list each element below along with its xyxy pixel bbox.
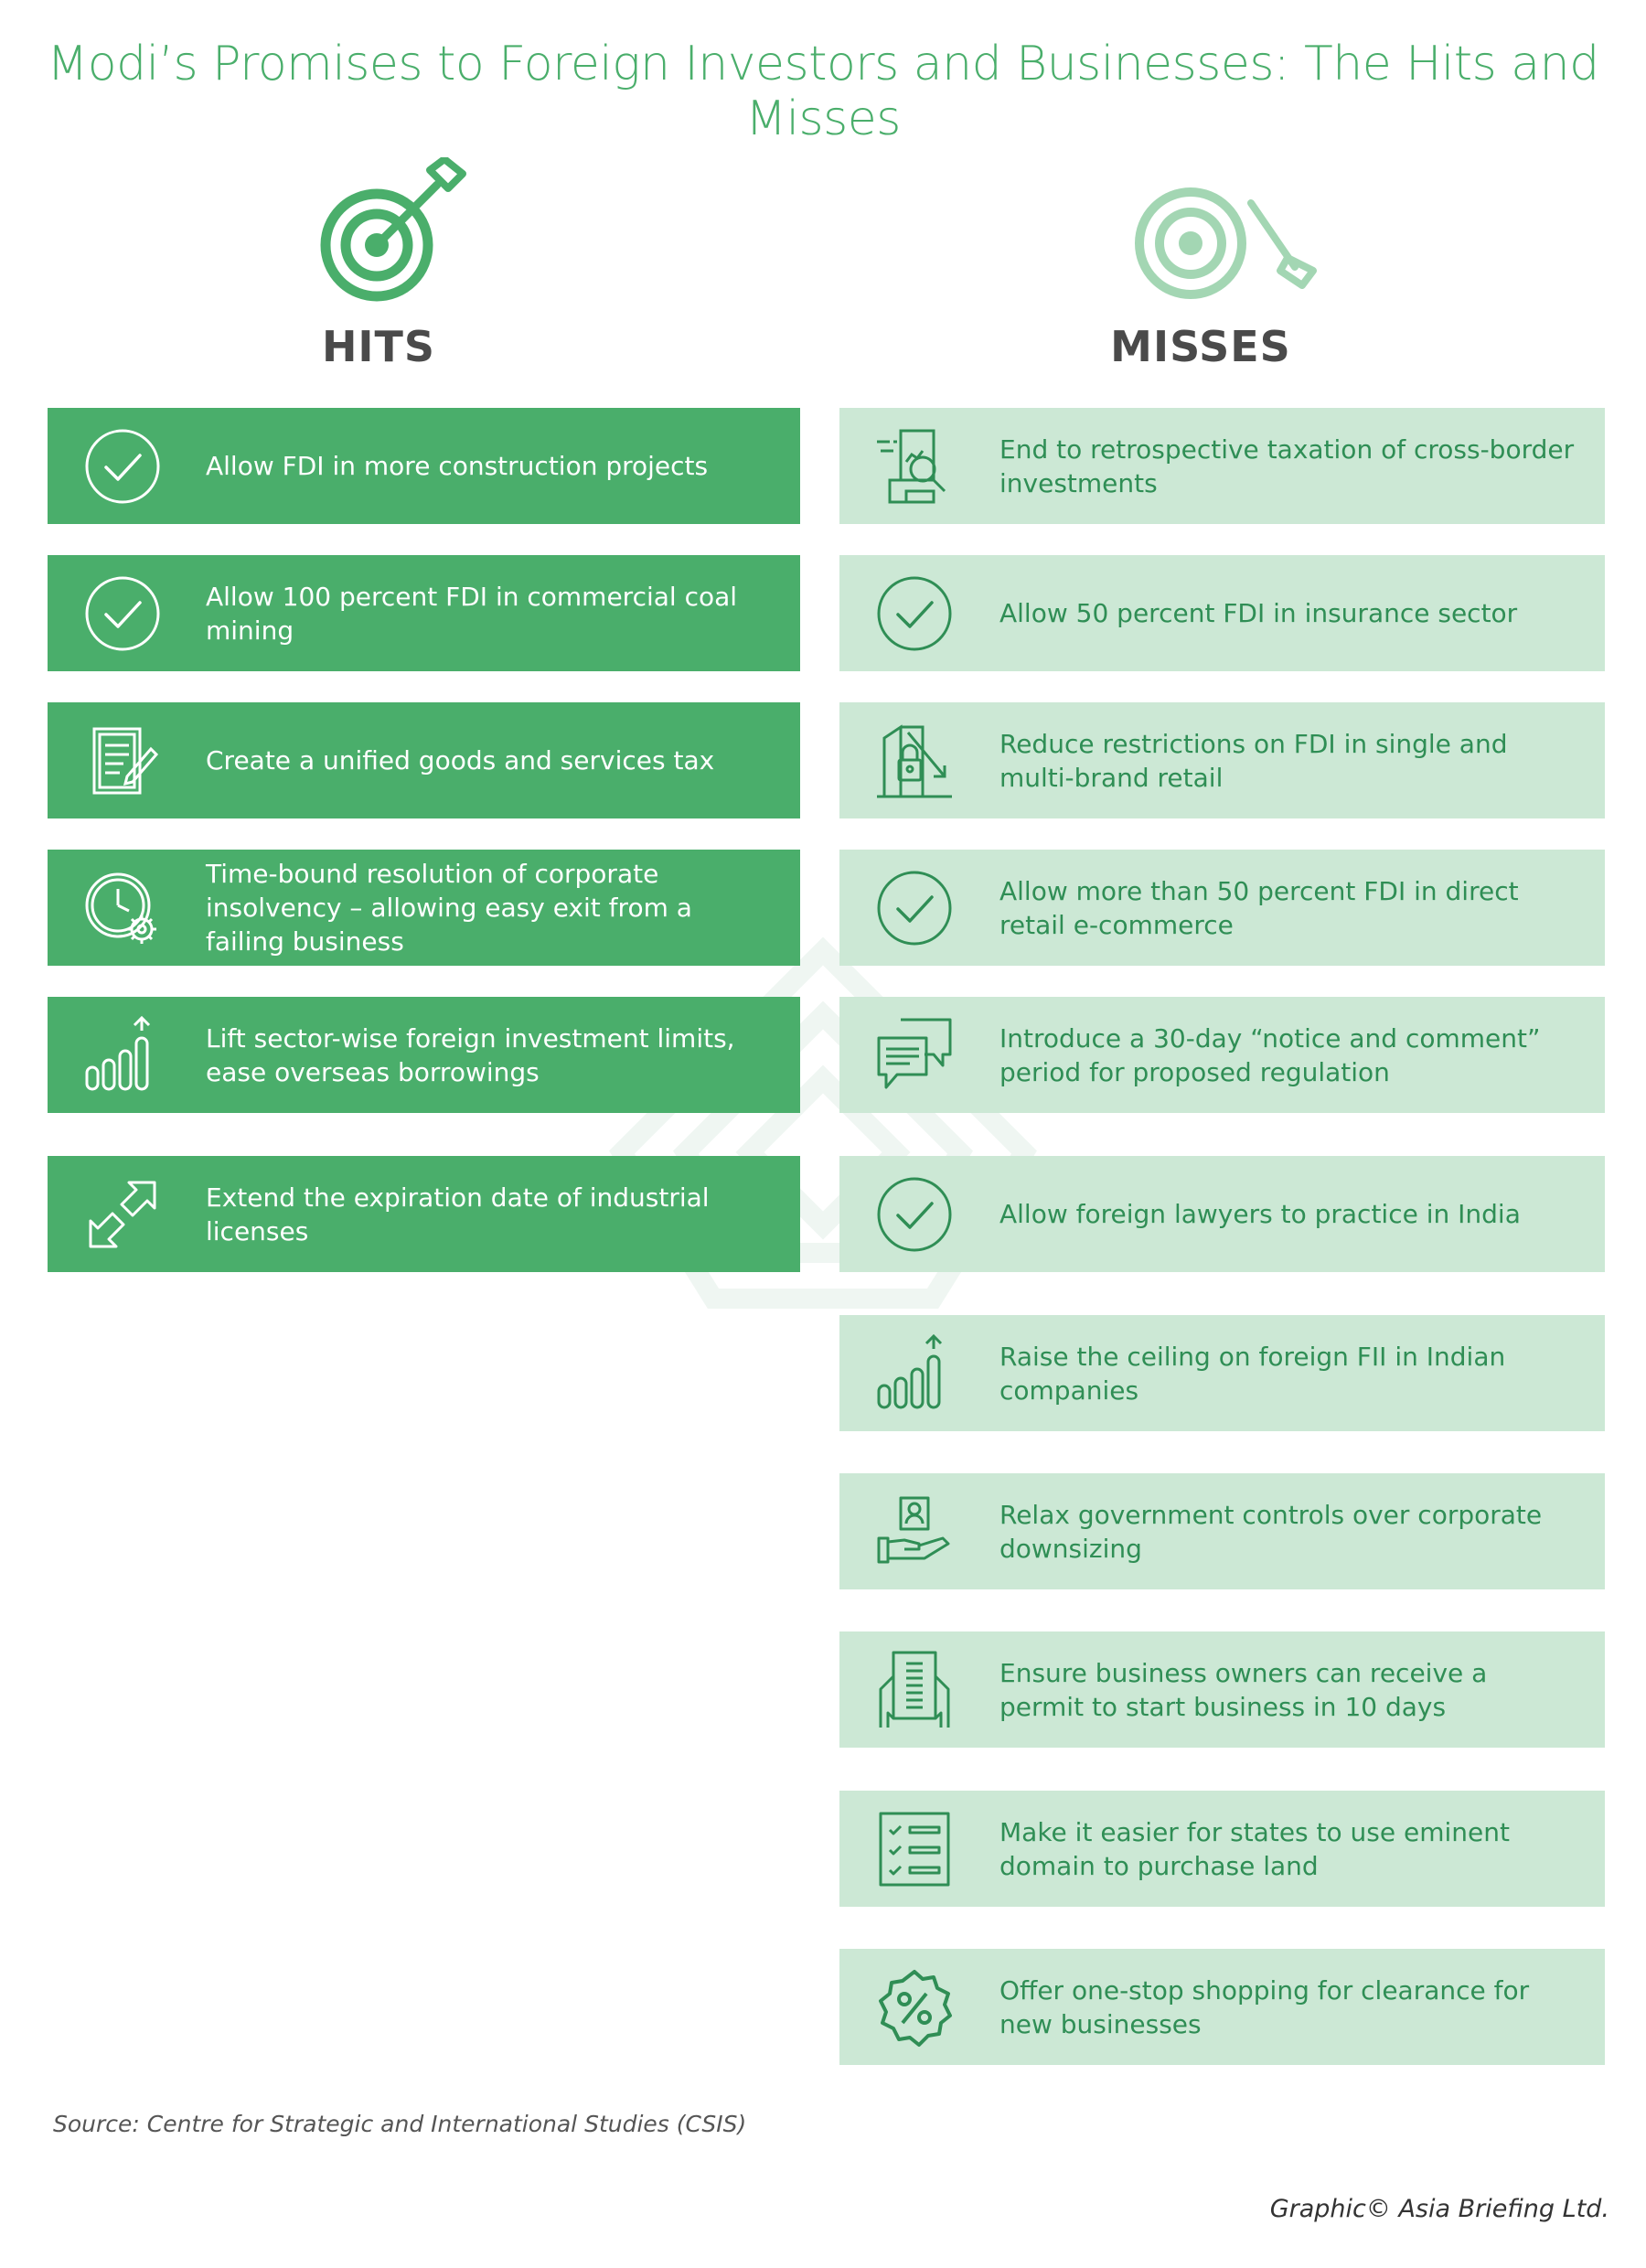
target-bullseye-icon bbox=[311, 157, 466, 313]
miss-item bbox=[839, 850, 1605, 966]
miss-item-text: Offer one-stop shopping for clearance for new businesses bbox=[999, 1974, 1530, 2039]
misses-heading: MISSES bbox=[1110, 322, 1291, 371]
check-circle-icon bbox=[80, 423, 166, 509]
miss-item-text: Allow foreign lawyers to practice in India bbox=[999, 1199, 1521, 1229]
check-circle-icon bbox=[871, 865, 957, 951]
permit-scroll-icon bbox=[871, 1647, 957, 1733]
miss-item-text: Reduce restrictions on FDI in single and multi-brand retail bbox=[999, 728, 1508, 793]
miss-item bbox=[839, 1156, 1605, 1272]
source-note: Source: Centre for Strategic and International Studies (CSIS) bbox=[53, 2111, 747, 2137]
miss-item-text: Allow more than 50 percent FDI in direct retail e-commerce bbox=[999, 875, 1519, 940]
hand-id-card-icon bbox=[871, 1489, 957, 1575]
store-lock-icon bbox=[871, 718, 957, 804]
miss-item-text: Ensure business owners can receive a permit to start business in 10 days bbox=[999, 1657, 1488, 1722]
hit-item bbox=[48, 997, 800, 1113]
miss-item bbox=[839, 702, 1605, 818]
hit-item-text: Allow FDI in more construction projects bbox=[206, 451, 709, 481]
hit-item bbox=[48, 1156, 800, 1272]
tax-search-icon bbox=[871, 423, 957, 509]
miss-item bbox=[839, 408, 1605, 524]
clock-gear-icon bbox=[80, 865, 166, 951]
percent-badge-icon bbox=[871, 1964, 957, 2050]
bar-chart-up-icon bbox=[80, 1012, 166, 1098]
miss-item-text: Allow 50 percent FDI in insurance sector bbox=[999, 598, 1518, 628]
hit-item-text: Time-bound resolution of corporate insolvency – allowing easy exit from a failing business bbox=[206, 859, 692, 957]
miss-item bbox=[839, 1631, 1605, 1748]
miss-item-text: Relax government controls over corporate downsizing bbox=[999, 1499, 1543, 1564]
miss-item bbox=[839, 997, 1605, 1113]
page-title: Modi’s Promises to Foreign Investors and Businesses: The Hits and Misses bbox=[47, 37, 1599, 146]
hit-item-text: Create a unified goods and services tax bbox=[206, 745, 715, 776]
miss-item bbox=[839, 1949, 1605, 2065]
check-circle-icon bbox=[871, 571, 957, 657]
hit-item-text: Extend the expiration date of industrial licenses bbox=[206, 1182, 710, 1246]
miss-item-text: Make it easier for states to use eminent domain to purchase land bbox=[999, 1816, 1510, 1881]
miss-item-text: Raise the ceiling on foreign FII in Indian companies bbox=[999, 1341, 1506, 1406]
check-circle-icon bbox=[871, 1171, 957, 1257]
document-pen-icon bbox=[80, 718, 166, 804]
miss-item bbox=[839, 555, 1605, 671]
miss-item-text: Introduce a 30-day “notice and comment” period for proposed regulation bbox=[999, 1022, 1541, 1087]
hit-item bbox=[48, 850, 800, 966]
hit-item bbox=[48, 702, 800, 818]
miss-item bbox=[839, 1791, 1605, 1907]
miss-item-text: End to retrospective taxation of cross-border investments bbox=[999, 433, 1575, 498]
hit-item bbox=[48, 555, 800, 671]
expand-arrows-icon bbox=[80, 1171, 166, 1257]
graphic-credit: Graphic© Asia Briefing Ltd. bbox=[1269, 2195, 1609, 2223]
bar-chart-up-icon bbox=[871, 1331, 957, 1417]
hit-item-text: Lift sector-wise foreign investment limits, ease overseas borrowings bbox=[206, 1022, 735, 1087]
speech-bubbles-icon bbox=[871, 1012, 957, 1098]
miss-item bbox=[839, 1473, 1605, 1589]
hits-heading: HITS bbox=[321, 322, 436, 371]
target-missed-icon bbox=[1132, 183, 1324, 311]
checklist-icon bbox=[871, 1806, 957, 1892]
miss-item bbox=[839, 1315, 1605, 1431]
hit-item-text: Allow 100 percent FDI in commercial coal mining bbox=[206, 581, 738, 646]
hit-item bbox=[48, 408, 800, 524]
check-circle-icon bbox=[80, 571, 166, 657]
